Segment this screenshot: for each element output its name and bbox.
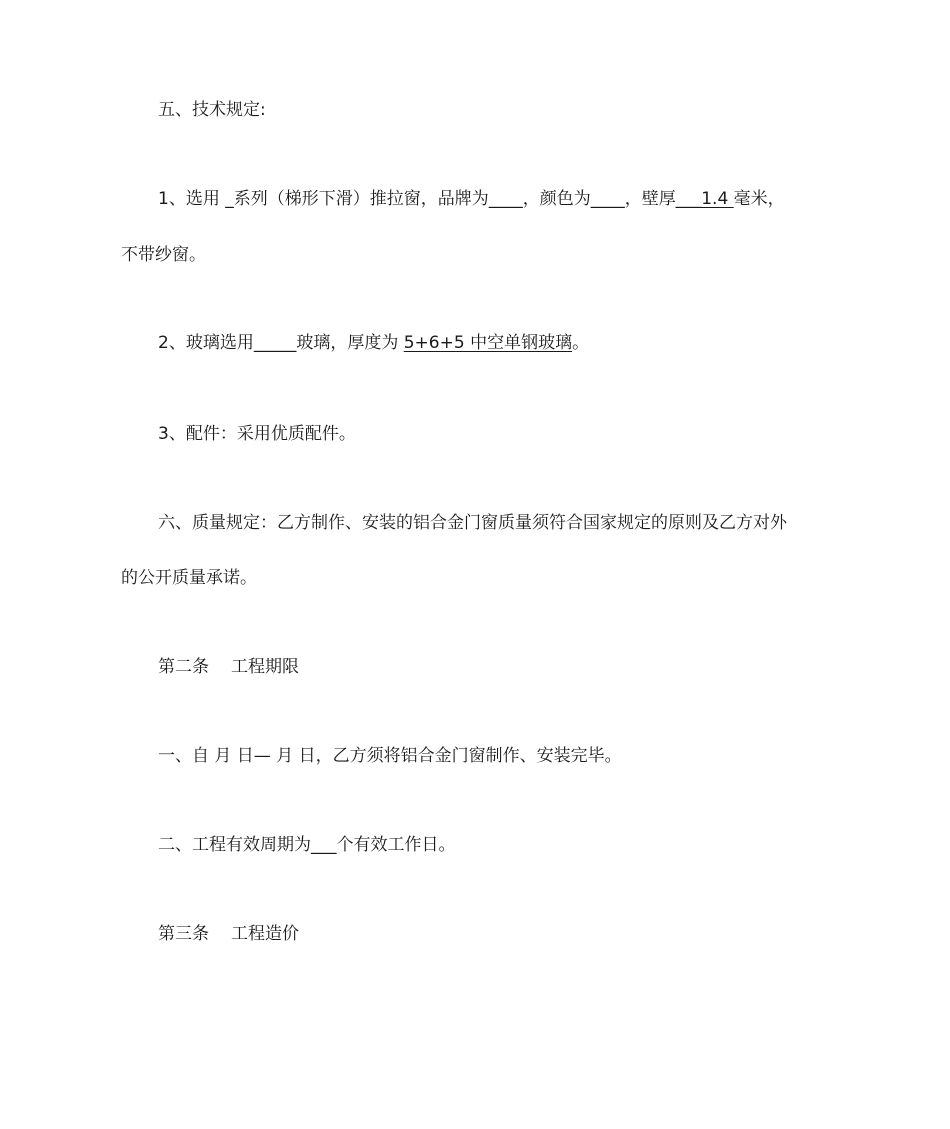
item-1-line-2: 不带纱窗。 (121, 245, 206, 265)
item-2-end: 。 (572, 333, 590, 353)
period-clause-1: 一、自 月 日— 月 日，乙方须将铝合金门窗制作、安装完毕。 (158, 746, 622, 766)
item-1-text: 1、选用 _系列（梯形下滑）推拉窗，品牌为____，颜色为____，壁厚 (158, 189, 676, 209)
item-2-text: 2、玻璃选用_____玻璃，厚度为 (158, 333, 404, 353)
article-three-title: 工程造价 (231, 924, 299, 944)
item-1-line-1 (158, 187, 850, 211)
section-five-heading: 五、技术规定: (158, 100, 266, 120)
article-two-number: 第二条 (158, 657, 209, 677)
section-six-line-1: 六、质量规定：乙方制作、安装的铝合金门窗质量须符合国家规定的原则及乙方对外 (158, 513, 787, 533)
wall-thickness-value: ___1.4 (675, 189, 734, 209)
article-three-heading (158, 922, 850, 946)
section-six-line-2: 的公开质量承诺。 (121, 568, 257, 588)
glass-spec: 5+6+5 中空单钢玻璃 (403, 333, 573, 353)
item-3: 3、配件：采用优质配件。 (158, 424, 356, 444)
article-two-title: 工程期限 (231, 657, 299, 677)
article-three-number: 第三条 (158, 924, 209, 944)
article-two-heading (158, 655, 850, 679)
item-2 (158, 331, 850, 355)
period-clause-2: 二、工程有效周期为___个有效工作日。 (158, 835, 456, 855)
item-1-unit: 毫米， (733, 189, 785, 209)
